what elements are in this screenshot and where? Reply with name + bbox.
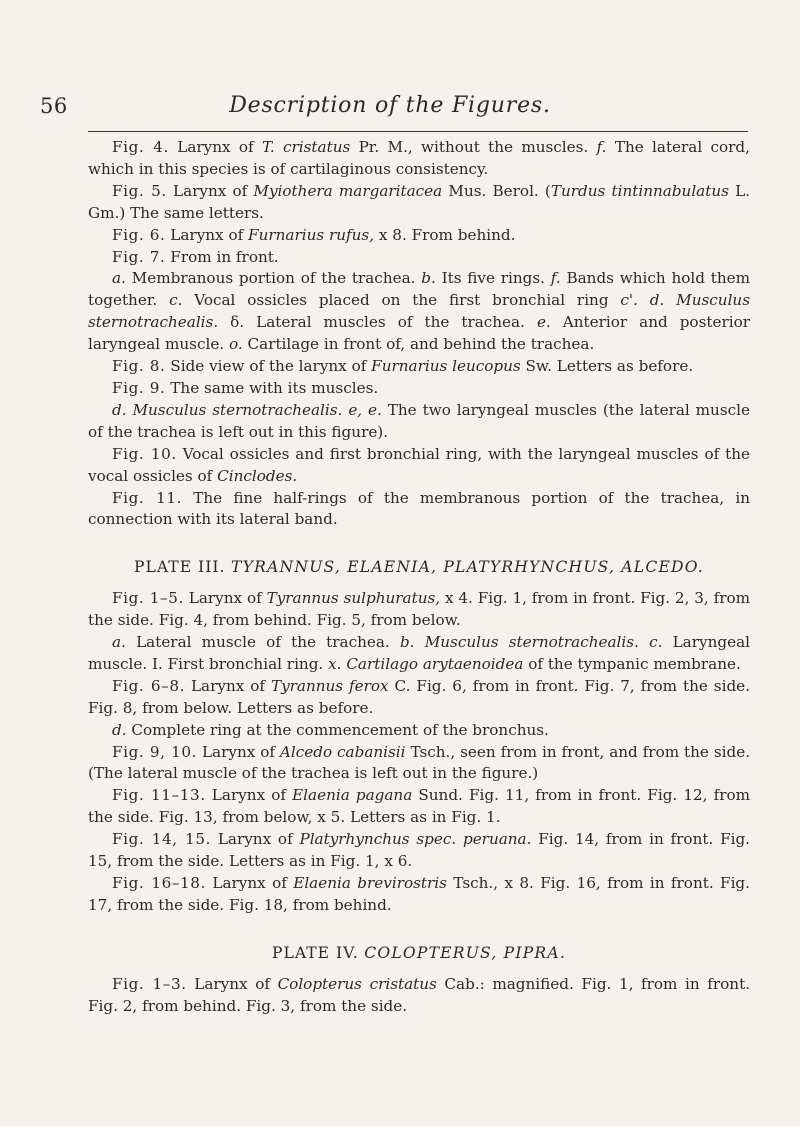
figure-description [88,268,750,356]
text-run: C. Fig. 6, from in front. Fig. 7, from the side. Fig. 8, from below. Letters as before. [88,676,750,717]
text-run: of the tympanic membrane. [523,654,741,673]
text-run [638,291,650,309]
running-title: Description of the Figures. [229,93,551,118]
italic-term: Elaenia pagana [292,786,413,805]
italic-term: c'. [620,291,638,310]
figure-description [88,488,750,532]
italic-term: d. Musculus sternotrachealis. [112,400,343,419]
figure-label: Fig. 9, 10. [112,742,198,761]
italic-term: T. cristatus [261,138,351,156]
text-run: The fine half-rings of the membranous portion of the trachea, in connection with its lateral band. [88,488,750,529]
italic-term: b. Musculus sternotrachealis. [399,633,639,652]
text-run: Side view of the larynx of [165,357,372,376]
italic-term: o. [228,335,243,354]
figure-description [88,974,750,1018]
plate-title: COLOPTERUS, PIPRA. [364,943,566,962]
plate-label: PLATE IV. [272,943,359,962]
page-number: 56 [40,94,68,118]
text-run: Fig. 14, from in front. Fig. 15, from the side. Letters as in Fig. 1, x 6. [88,830,751,871]
text-run: The two laryngeal muscles (the lateral muscle of the trachea is left out in this figure). [88,400,750,441]
italic-term: f. [596,138,607,156]
figure-description [88,873,750,917]
text-run: Pr. M., without the muscles. [350,138,597,156]
figure-label: Fig. 11–13. [112,786,206,805]
italic-term: Furnarius rufus, [248,225,375,244]
figure-label: Fig. 11. [112,488,183,507]
figure-label: Fig. 5. [112,181,167,200]
text-run: Larynx of [211,830,300,849]
italic-term: Platyrhynchus spec. peruana. [299,830,532,849]
italic-term: f. [550,269,561,288]
italic-term: d. Musculus sternotrachealis. [88,291,751,332]
figure-description [88,225,750,247]
text-run: Larynx of [205,786,293,805]
text-run: x 4. Fig. 1, from in front. Fig. 2, 3, from the side. Fig. 4, from behind. Fig. 5, from below. [88,589,751,630]
text-run: Larynx of [183,589,267,608]
text-run: Larynx of [165,225,249,244]
text-run: Vocal ossicles and first bronchial ring, with the laryngeal muscles of the vocal ossicles of [88,444,750,485]
text-run: The lateral cord, which in this species is of cartilaginous consistency. [88,138,750,178]
italic-term: Colopterus cristatus [277,974,437,993]
text-run: Anterior and posterior laryngeal muscle. [88,313,750,354]
figure-description [88,444,750,488]
text-run: Bands which hold them together. [88,269,751,310]
figure-description [88,356,750,378]
text-run: Cab.: magnified. Fig. 1, from in front. Fig. 2, from behind. Fig. 3, from the side. [88,974,751,1015]
italic-term: d. [112,720,127,739]
plate-label: PLATE III. [134,558,226,577]
text-run: Vocal ossicles placed on the first bronchial ring [182,291,621,310]
figure-description [88,632,750,676]
text-run: Cartilage in front of, and behind the trachea. [242,335,595,354]
figure-description [88,247,750,269]
plate-heading [88,943,750,965]
figure-description [88,676,750,720]
text-run: Laryngeal muscle. I. First bronchial ring. [88,633,750,673]
figure-description [88,829,750,873]
figure-description [88,785,750,829]
italic-term: Turdus tintinnabulatus [550,181,729,200]
text-run: Larynx of [197,742,280,761]
text-run: Larynx of [185,676,271,695]
italic-term: Elaenia brevirostris [293,874,447,892]
italic-term: x. Cartilago arytaenoidea [328,654,524,673]
italic-term: Alcedo cabanisii [279,742,406,761]
text-run: From in front. [165,247,279,266]
figure-label: Fig. 8. [112,357,166,376]
text-run: Sw. Letters as before. [520,357,694,376]
figure-description [88,720,750,742]
italic-term: b. [421,269,436,288]
figure-description [88,137,750,181]
plate-heading [88,557,750,579]
text-run: Mus. Berol. ( [442,181,551,200]
text-run: Complete ring at the commencement of the bronchus. [126,720,549,739]
italic-term: Myiothera margaritacea [253,181,443,200]
text-run [639,633,649,651]
italic-term: c. [169,291,183,310]
figure-description [88,181,750,225]
text-run: Sund. Fig. 11, from in front. Fig. 12, from the side. Fig. 13, from below, x 5. Letters as in Fig. 1. [88,786,751,827]
figure-label: Fig. 14, 15. [112,830,212,849]
figure-description [88,588,750,632]
figure-description [88,400,750,444]
italic-term: a. [112,269,126,288]
text-run: The same with its muscles. [165,378,379,397]
text-run: δ. Lateral muscles of the trachea. [218,313,537,332]
italic-term: Furnarius leucopus [371,357,521,376]
figure-label: Fig. 9. [112,378,166,397]
text-run: Tsch., x 8. Fig. 16, from in front. Fig. 17, from the side. Fig. 18, from behind. [88,874,750,914]
plate-title: TYRANNUS, ELAENIA, PLATYRHYNCHUS, ALCEDO. [231,558,704,577]
italic-term: c. [649,633,663,652]
figure-label: Fig. 1–5. [112,589,184,608]
header-rule [88,131,748,132]
text-run: Larynx of [168,138,262,156]
text-run: Larynx of [186,974,278,993]
text-run: x 8. From behind. [374,225,516,244]
figure-label: Fig. 4. [112,138,169,156]
figure-label: Fig. 6–8. [112,676,186,695]
figure-label: Fig. 6. [112,225,166,244]
figure-label: Fig. 16–18. [112,874,206,892]
page-header [40,94,740,122]
italic-term: Tyrannus sulphuratus, [266,589,441,608]
text-run: Larynx of [206,874,294,892]
text-run: Membranous portion of the trachea. [125,269,422,288]
italic-term: Cinclodes. [217,466,298,485]
italic-term: Tyrannus ferox [270,676,389,695]
italic-term: a. [112,633,126,652]
figure-label: Fig. 1–3. [112,974,187,993]
body-text [88,137,750,1018]
text-run: L. Gm.) The same letters. [88,181,751,222]
text-run: Tsch., seen from in front, and from the side. (The lateral muscle of the trachea is left out in the figure.) [88,742,751,783]
figure-description [88,378,750,400]
text-run: Lateral muscle of the trachea. [125,633,400,652]
italic-term: e, e. [348,400,382,419]
text-run: Larynx of [166,181,254,200]
italic-term: e. [536,313,551,332]
figure-label: Fig. 10. [112,444,177,463]
figure-description [88,742,750,786]
text-run: Its five rings. [435,269,551,288]
figure-label: Fig. 7. [112,247,166,266]
